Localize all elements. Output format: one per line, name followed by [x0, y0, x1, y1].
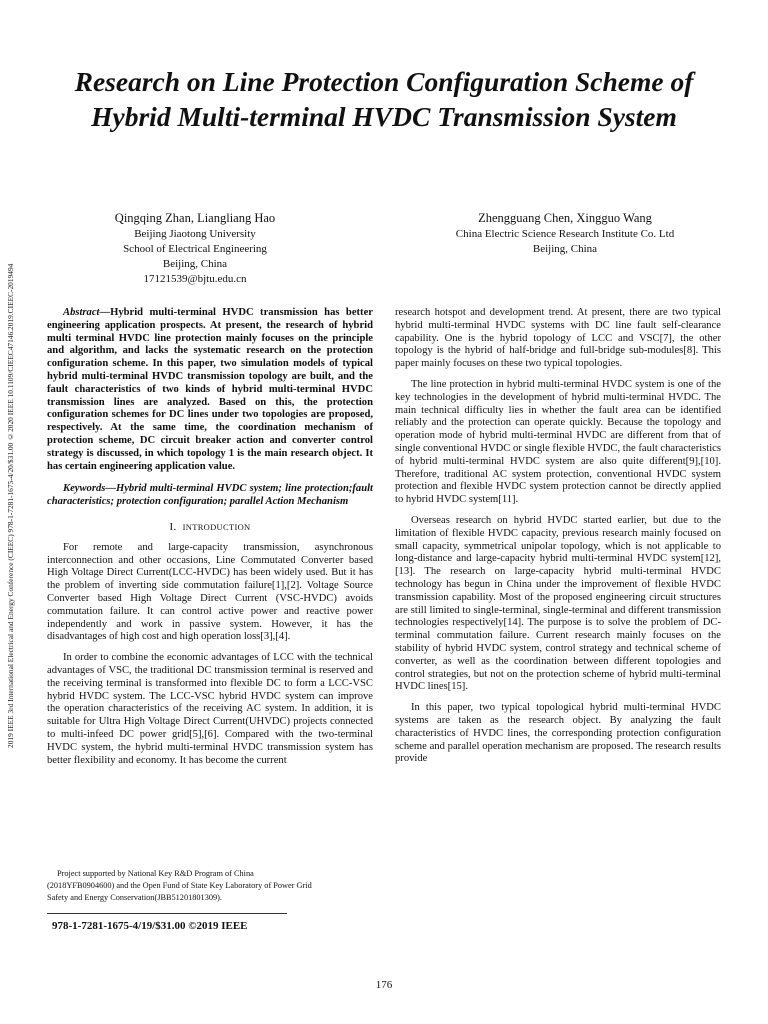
right-paragraph-3: Overseas research on hybrid HVDC started earlier, but due to the limitation of flexible HVDC capacity, previous research mainly focused on small capacity, symmetrical unipolar topology, which is not applicable to long-distance and large-capacity hybrid multi-terminal HVDC system[12],[13]. The research on large-capacity hybrid multi-terminal HVDC technology has begun in China under the improvement of flexible HVDC transmission capability. Most of the proposed engineering circuit structures are still limited to single-terminal, single-terminal and different transmission technologies respectively[14]. The purpose is to solve the problem of DC-terminal commutation failure. Current research mainly focuses on the stability of hybrid HVDC system, control strategy and technical scheme of converter, as well as the coordination between different topologies and control strategies, but not on the protection scheme of hybrid multi-terminal HVDC lines[15].: [395, 514, 721, 693]
affiliation-school: School of Electrical Engineering: [123, 243, 267, 255]
page-number: 176: [375, 979, 393, 991]
author-names-left: Qingqing Zhan, Liangliang Hao: [114, 211, 276, 225]
author-block-left: [70, 209, 320, 287]
author-email: 17121539@bjtu.edu.cn: [143, 273, 247, 285]
left-column: [47, 307, 373, 775]
abstract-label: Abstract: [63, 307, 100, 318]
section-title: INTRODUCTION: [182, 521, 251, 532]
right-paragraph-1: research hotspot and development trend. At present, there are two typical hybrid multi-terminal HVDC systems with DC line fault self-clearance capability. One is the hybrid topology of LCC and VSC[7], the other topology is the hybrid of half-bridge and full-bridge sub-modules[8]. This paper mainly focuses on these two typical topologies.: [395, 307, 721, 370]
right-paragraph-4: In this paper, two typical topological hybrid multi-terminal HVDC systems are taken as the research object. By analyzing the fault characteristics of HVDC lines, the corresponding protection configuration scheme and parallel operation mechanism are proposed. The research results provide: [395, 702, 721, 765]
footnote-line-3: Safety and Energy Conservation(JBB51201801309).: [47, 893, 222, 902]
section-number: I.: [169, 520, 177, 533]
affiliation-city-left: Beijing, China: [162, 258, 228, 270]
intro-paragraph-1: For remote and large-capacity transmission, asynchronous interconnection and other occasions, Line Commutated Converter based High Voltage Direct Current(LCC-HVDC) has been widely used. But it has the problem of inverting side commutation failure[1],[2]. Voltage Source Converter based High Voltage Direct Current (VSC-HVDC) avoids commutation failure. It can control active power and reactive power independently and work in passive system. However, it has the disadvantages of high cost and high operation loss[3],[4].: [47, 541, 373, 643]
right-paragraph-2: The line protection in hybrid multi-terminal HVDC system is one of the key technologies in the development of hybrid multi-terminal HVDC. The main technical difficulty lies in whether the fault area can be identified reliably and the protection can operate quickly. Because the topology and operation mode of hybrid multi-terminal HVDC are different from that of single conventional HVDC or single flexible HVDC, the fault characteristics of hybrid multi-terminal HVDC system are also quite different[9],[10]. Therefore, traditional AC system protection, conventional HVDC system protection and flexible HVDC system protection cannot be directly applied to hybrid HVDC system[11].: [395, 378, 721, 506]
abstract-paragraph: [47, 307, 373, 473]
affiliation-city-right: Beijing, China: [532, 243, 598, 255]
paper-title: Research on Line Protection Configuration Scheme of Hybrid Multi-terminal HVDC Transmission System: [74, 66, 694, 132]
footnote-line-2: (2018YFB0904600) and the Open Fund of State Key Laboratory of Power Grid: [47, 881, 312, 890]
keywords-text: —Hybrid multi-terminal HVDC system; line protection;fault characteristics; protection configuration; parallel Action Mechanism: [47, 483, 373, 508]
affiliation-institute: China Electric Science Research Institute Co. Ltd: [455, 228, 675, 240]
copyright-notice: 978-1-7281-1675-4/19/$31.00 ©2019 IEEE: [52, 920, 248, 932]
abstract-text: —Hybrid multi-terminal HVDC transmission has better engineering application prospects. At present, the research of hybrid multi terminal HVDC line protection mainly focuses on the principle and algorithm, and lacks the systematic research on the protection configuration scheme. In this paper, two simulation models of typical hybrid multi-terminal HVDC transmission topology are built, and the fault characteristics of two kinds of hybrid multi-terminal HVDC transmission lines are analyzed. Based on this, the protection configuration schemes for DC lines under two topologies are proposed, respectively. At the same time, the coordination mechanism of protection scheme, DC circuit breaker action and converter control strategy is discussed, in which topology 1 is the main research object. It has certain engineering application value.: [47, 307, 373, 472]
author-names-right: Zhengguang Chen, Xingguo Wang: [478, 211, 652, 225]
section-heading-introduction: [47, 521, 373, 534]
right-column: [395, 307, 721, 774]
keywords-paragraph: [47, 483, 373, 509]
affiliation-university: Beijing Jiaotong University: [134, 228, 256, 240]
funding-footnote: [47, 868, 377, 904]
ieee-sidebar-citation: 2019 IEEE 3rd International Electrical and Energy Conference (CIEEC) 978-1-7281-1675-4/20/$31.00 ©2020 IEEE 10.1109/CIEEC47146.2019.CIEEC-2019494: [6, 263, 15, 748]
keywords-label: Keywords: [63, 483, 106, 495]
footnote-line-1: Project supported by National Key R&D Program of China: [57, 869, 254, 878]
intro-paragraph-2: In order to combine the economic advantages of LCC with the technical advantages of VSC, the traditional DC transmission terminal is reserved and the receiving terminal is transformed into flexible DC to form a LCC-VSC hybrid HVDC system. The LCC-VSC hybrid HVDC system can improve the operation characteristics of the receiving AC system. In addition, it is suitable for Ultra High Voltage Direct Current(UHVDC) projects connected to multi-infeed DC power grid[5],[6]. Compared with the two-terminal HVDC system, the hybrid multi-terminal HVDC transmission system has better flexibility and economy. It has become the current: [47, 652, 373, 766]
footnote-divider: [47, 913, 287, 914]
author-block-right: [410, 209, 720, 257]
